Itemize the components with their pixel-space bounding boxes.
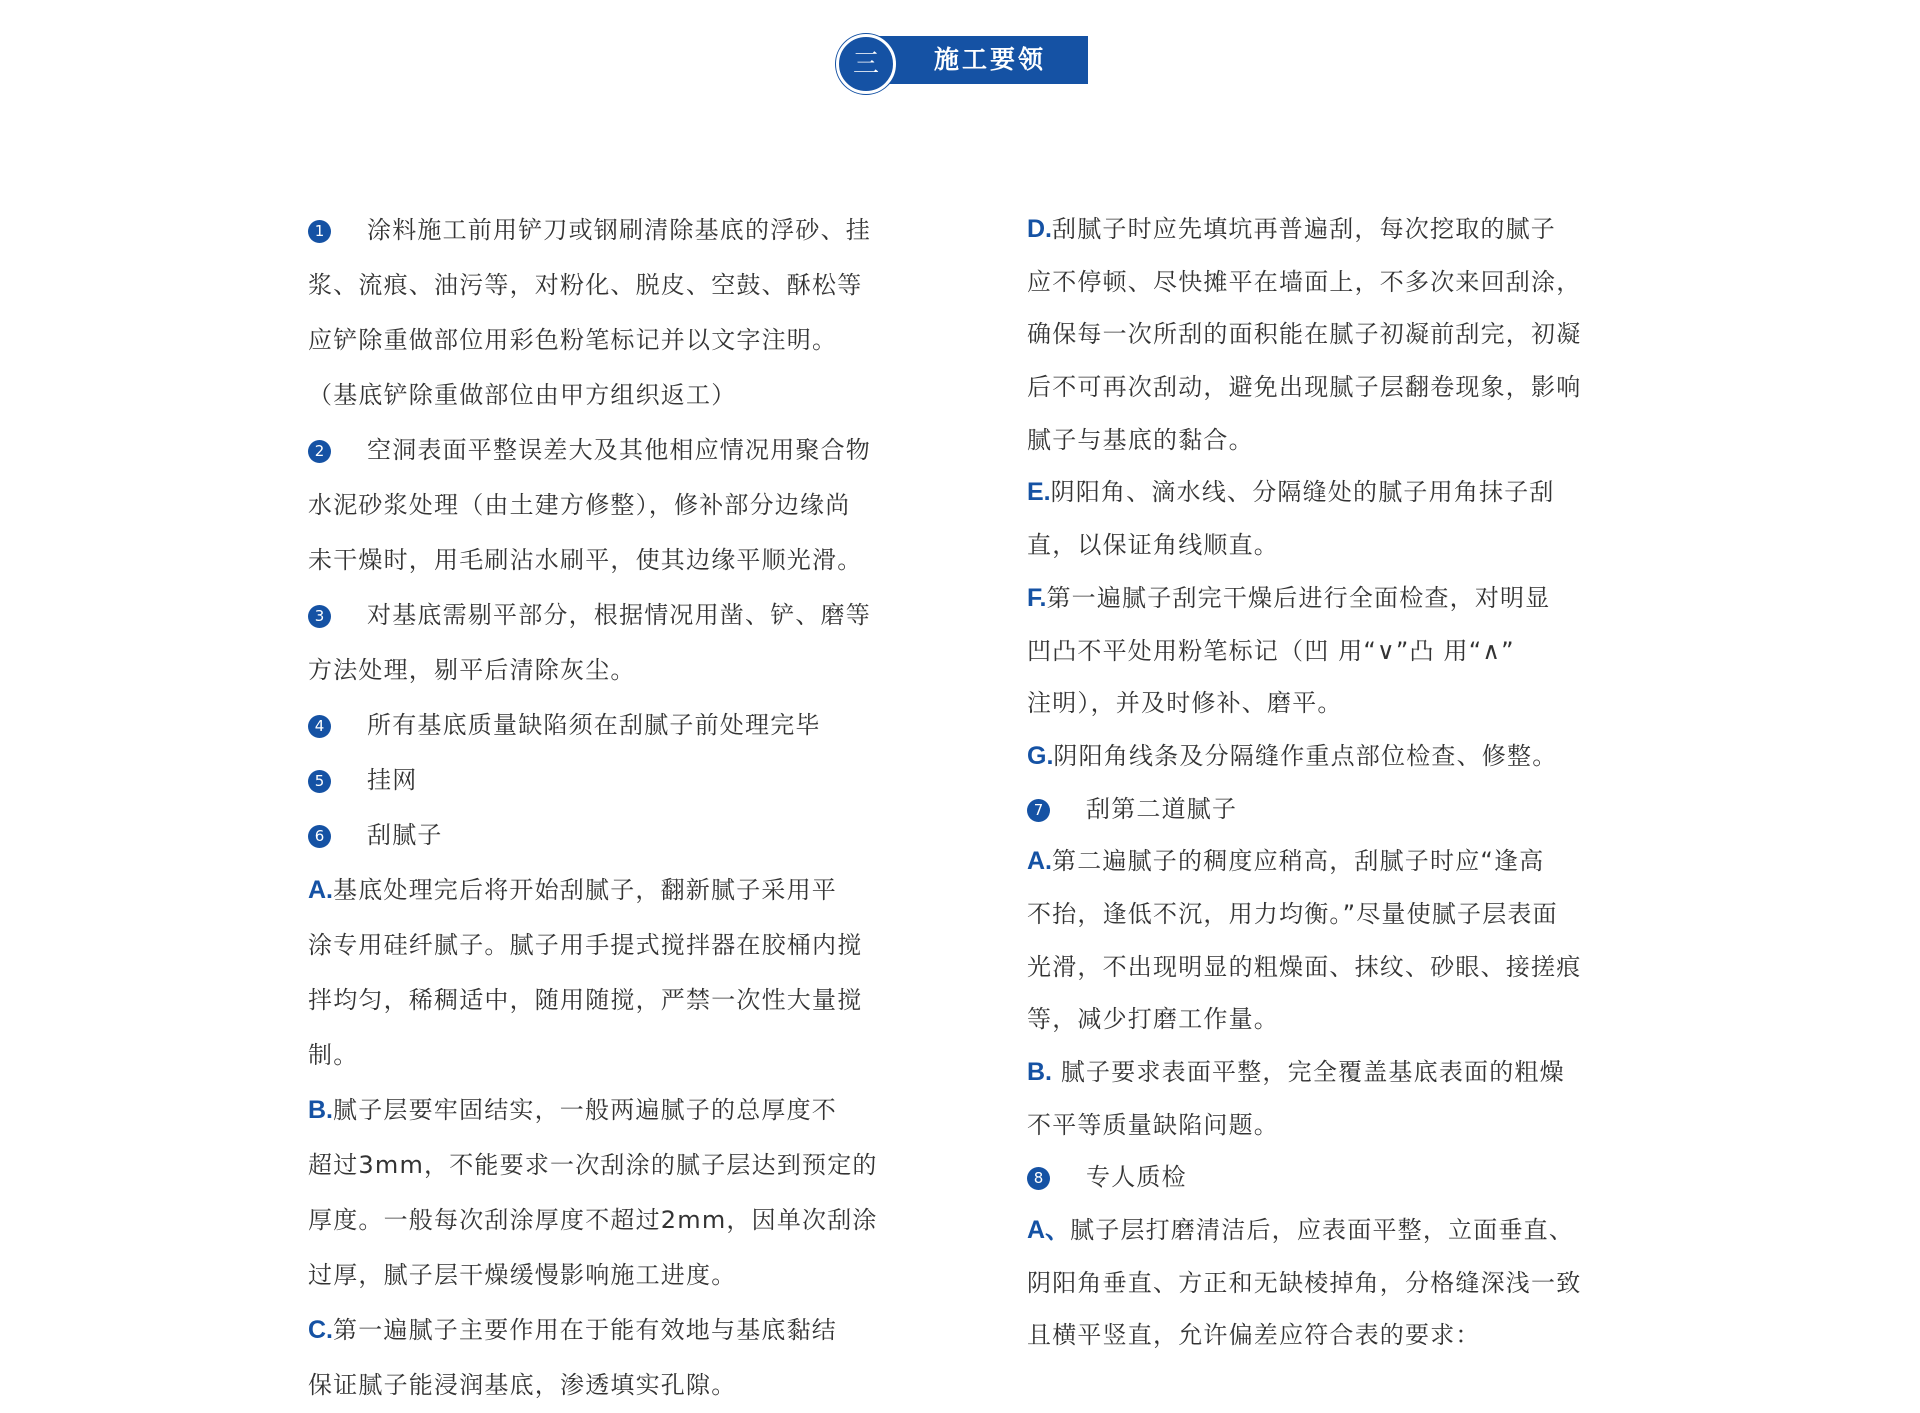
text-line — [1027, 1099, 1621, 1152]
text-line — [308, 1248, 902, 1303]
line-text: 保证腻子能浸润基底，渗透填实孔隙。 — [308, 1371, 737, 1399]
text-line — [308, 1138, 902, 1193]
line-text: 对基底需剔平部分，根据情况用凿、铲、磨等 — [367, 601, 871, 629]
line-text: 腻子要求表面平整，完全覆盖基底表面的粗燥 — [1052, 1058, 1565, 1086]
line-text: 所有基底质量缺陷须在刮腻子前处理完毕 — [367, 711, 821, 739]
text-line — [308, 973, 902, 1028]
item-number-badge: 5 — [308, 770, 331, 793]
line-text: 阴阳角垂直、方正和无缺棱掉角，分格缝深浅一致 — [1027, 1268, 1582, 1297]
line-text: 腻子层要牢固结实，一般两遍腻子的总厚度不 — [333, 1096, 837, 1124]
line-text: 第一遍腻子刮完干燥后进行全面检查，对明显 — [1046, 583, 1551, 612]
text-line — [308, 1303, 902, 1358]
line-text: 超过3mm，不能要求一次刮涂的腻子层达到预定的 — [308, 1151, 878, 1179]
sub-item-marker: B. — [308, 1096, 333, 1124]
section-header — [836, 34, 1088, 92]
line-text: 第一遍腻子主要作用在于能有效地与基底黏结 — [333, 1316, 837, 1344]
text-line — [1027, 1204, 1621, 1257]
line-text: 挂网 — [367, 766, 418, 794]
line-text: 浆、流痕、油污等，对粉化、脱皮、空鼓、酥松等 — [308, 271, 863, 299]
line-text: 第二遍腻子的稠度应稍高，刮腻子时应“逢高 — [1052, 847, 1545, 876]
line-text: 凹凸不平处用粉笔标记（凹 用“∨”凸 用“∧” — [1027, 636, 1515, 665]
section-number-badge: 三 — [836, 34, 896, 94]
right-text-column — [1027, 203, 1621, 1362]
text-line — [308, 1028, 902, 1083]
line-text: 方法处理，剔平后清除灰尘。 — [308, 656, 636, 684]
line-text: 应铲除重做部位用彩色粉笔标记并以文字注明。 — [308, 326, 838, 354]
text-line — [308, 258, 902, 313]
text-line — [308, 533, 902, 588]
line-text: 阴阳角线条及分隔缝作重点部位检查、修整。 — [1053, 741, 1558, 770]
item-number-badge: 1 — [308, 220, 331, 243]
text-line — [1027, 941, 1621, 994]
line-text: 刮腻子 — [367, 821, 443, 849]
text-line — [1027, 1257, 1621, 1310]
text-line — [308, 478, 902, 533]
line-text: 刮腻子时应先填坑再普遍刮，每次挖取的腻子 — [1052, 215, 1556, 243]
text-line — [308, 753, 902, 808]
line-text: 不抬，逢低不沉，用力均衡。”尽量使腻子层表面 — [1027, 899, 1558, 928]
sub-item-marker: G. — [1027, 741, 1054, 770]
line-text: 拌均匀，稀稠适中，随用随搅，严禁一次性大量搅 — [308, 986, 863, 1014]
line-text: 阴阳角、滴水线、分隔缝处的腻子用角抹子刮 — [1050, 478, 1555, 507]
line-text: 基底处理完后将开始刮腻子，翻新腻子采用平 — [333, 876, 837, 904]
line-text: 后不可再次刮动，避免出现腻子层翻卷现象，影响 — [1027, 373, 1582, 402]
line-text: 未干燥时，用毛刷沾水刷平，使其边缘平顺光滑。 — [308, 546, 863, 574]
line-text: 直，以保证角线顺直。 — [1027, 531, 1279, 560]
sub-item-marker: A. — [1027, 847, 1052, 876]
item-number-badge: 8 — [1027, 1167, 1050, 1190]
text-line — [308, 368, 902, 423]
text-line — [1027, 888, 1621, 941]
sub-item-marker: D. — [1027, 215, 1052, 243]
text-line — [1027, 993, 1621, 1046]
text-line — [308, 863, 902, 918]
text-line — [1027, 519, 1621, 572]
line-text: （基底铲除重做部位由甲方组织返工） — [308, 381, 737, 409]
section-title: 施工要领 — [934, 45, 1047, 74]
text-line — [308, 1193, 902, 1248]
text-line — [1027, 466, 1621, 519]
item-number-badge: 4 — [308, 715, 331, 738]
line-text: 且横平竖直，允许偏差应符合表的要求： — [1027, 1321, 1481, 1350]
line-text: 空洞表面平整误差大及其他相应情况用聚合物 — [367, 436, 871, 464]
sub-item-marker: C. — [308, 1316, 333, 1344]
text-line — [1027, 783, 1621, 836]
line-text: 确保每一次所刮的面积能在腻子初凝前刮完，初凝 — [1027, 320, 1582, 349]
line-text: 水泥砂浆处理（由土建方修整），修补部分边缘尚 — [308, 491, 851, 519]
line-text: 腻子与基底的黏合。 — [1027, 425, 1254, 454]
text-line — [1027, 361, 1621, 414]
text-line — [1027, 835, 1621, 888]
text-line — [1027, 414, 1621, 467]
line-text: 等，减少打磨工作量。 — [1027, 1005, 1279, 1034]
sub-item-marker: A. — [308, 876, 333, 904]
text-line — [308, 918, 902, 973]
text-line — [1027, 1309, 1621, 1362]
line-text: 应不停顿、尽快摊平在墙面上，不多次来回刮涂， — [1027, 267, 1582, 296]
text-line — [1027, 1151, 1621, 1204]
line-text: 厚度。一般每次刮涂厚度不超过2mm，因单次刮涂 — [308, 1206, 878, 1234]
text-line — [1027, 308, 1621, 361]
text-line — [1027, 256, 1621, 309]
line-text: 光滑，不出现明显的粗燥面、抹纹、砂眼、接搓痕 — [1027, 952, 1582, 981]
line-text: 制。 — [308, 1041, 359, 1069]
line-text: 涂料施工前用铲刀或钢刷清除基底的浮砂、挂 — [367, 216, 871, 244]
text-line — [1027, 203, 1621, 256]
line-text: 过厚，腻子层干燥缓慢影响施工进度。 — [308, 1261, 737, 1289]
text-line — [308, 588, 902, 643]
sub-item-marker: F. — [1027, 583, 1047, 612]
left-text-column — [308, 203, 902, 1413]
item-number-badge: 7 — [1027, 799, 1050, 822]
line-text: 注明），并及时修补、磨平。 — [1027, 689, 1343, 718]
text-line — [308, 643, 902, 698]
item-number-badge: 6 — [308, 825, 331, 848]
text-line — [308, 1358, 902, 1413]
item-number-badge: 2 — [308, 440, 331, 463]
line-text: 专人质检 — [1086, 1163, 1187, 1192]
text-line — [308, 313, 902, 368]
text-line — [308, 423, 902, 478]
text-line — [1027, 730, 1621, 783]
text-line — [308, 808, 902, 863]
text-line — [1027, 572, 1621, 625]
text-line — [308, 698, 902, 753]
line-text: 刮第二道腻子 — [1086, 794, 1238, 823]
text-line — [308, 203, 902, 258]
line-text: 涂专用硅纤腻子。腻子用手提式搅拌器在胶桶内搅 — [308, 931, 863, 959]
text-line — [1027, 677, 1621, 730]
sub-item-marker: A、 — [1027, 1216, 1071, 1245]
sub-item-marker: B. — [1027, 1058, 1052, 1086]
text-line — [1027, 625, 1621, 678]
sub-item-marker: E. — [1027, 478, 1051, 507]
text-line — [1027, 1046, 1621, 1099]
line-text: 腻子层打磨清洁后，应表面平整，立面垂直、 — [1070, 1216, 1575, 1245]
line-text: 不平等质量缺陷问题。 — [1027, 1110, 1279, 1139]
text-line — [308, 1083, 902, 1138]
item-number-badge: 3 — [308, 605, 331, 628]
